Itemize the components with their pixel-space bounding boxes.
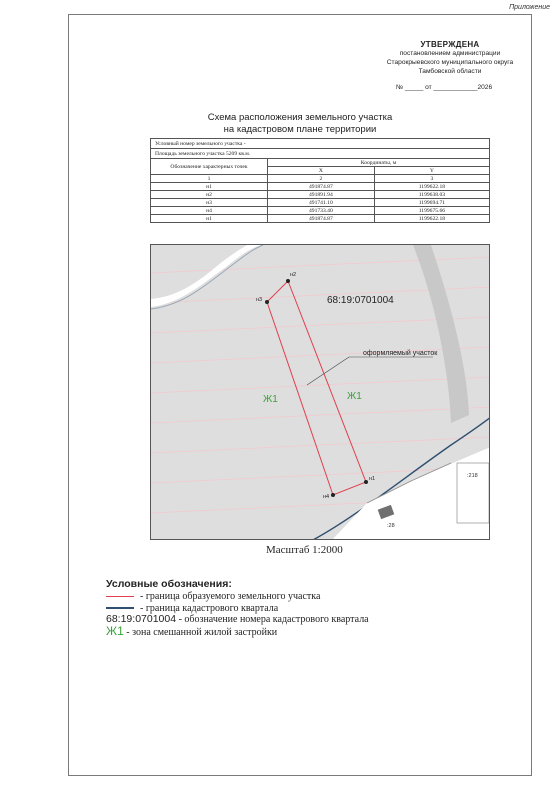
point-marker-n3 [265, 300, 269, 304]
point-cell: н1 [151, 215, 268, 223]
point-marker-n1 [364, 480, 368, 484]
point-marker-n2 [286, 279, 290, 283]
legend-number-text: - обозначение номера кадастрового квартала [176, 614, 369, 625]
point-label-n4: н4 [323, 494, 330, 500]
point-label-n3: н3 [256, 297, 263, 303]
point-cell: н1 [151, 183, 268, 191]
legend-quarter-code: 68:19:0701004 [106, 613, 177, 625]
col-number-1: 1 [151, 175, 268, 183]
title-line-2: на кадастровом плане территории [223, 124, 377, 135]
appendix-label: Приложение [509, 4, 550, 11]
legend [106, 578, 369, 638]
legend-zone-code: Ж1 [106, 623, 124, 638]
points-header: Обозначение характерных точек [151, 159, 268, 175]
x-cell: 491741.10 [268, 199, 375, 207]
y-header: Y [374, 167, 489, 175]
lot-number-28: :28 [387, 523, 395, 529]
point-marker-n4 [331, 493, 335, 497]
approval-block [380, 40, 520, 76]
table-row [151, 199, 490, 207]
legend-quarter-text: - граница кадастрового квартала [140, 602, 279, 614]
quarter-boundary-swatch [106, 607, 134, 609]
table-row [151, 191, 490, 199]
approval-line-3: Тамбовской области [418, 68, 482, 75]
approval-line-2: Старокрыевского муниципального округа [386, 59, 514, 66]
y-cell: 1199622.18 [374, 215, 489, 223]
quarter-number-label: 68:19:0701004 [327, 295, 394, 306]
table-row [151, 183, 490, 191]
map-scale: Масштаб 1:2000 [266, 544, 343, 556]
x-cell: 491733.40 [268, 207, 375, 215]
legend-plot-text: - граница образуемого земельного участка [140, 591, 321, 602]
legend-row-zone [106, 623, 369, 639]
legend-row-number [106, 614, 369, 626]
cadastral-map [150, 244, 490, 540]
zone-label-right: Ж1 [347, 391, 362, 402]
y-cell: 1199675.66 [374, 207, 489, 215]
x-cell: 491874.87 [268, 183, 375, 191]
legend-row-plot [106, 591, 369, 603]
x-header: X [268, 167, 375, 175]
x-cell: 491891.94 [268, 191, 375, 199]
title-line-1: Схема расположения земельного участка [207, 112, 393, 123]
table-row [151, 215, 490, 223]
neighbor-lot-218 [457, 463, 489, 523]
plot-boundary-swatch [106, 596, 134, 598]
coordinates-table [150, 138, 490, 223]
document-title [150, 112, 450, 136]
y-cell: 1199638.03 [374, 191, 489, 199]
point-cell: н4 [151, 207, 268, 215]
coords-header: Координаты, м [268, 159, 490, 167]
point-cell: н2 [151, 191, 268, 199]
y-cell: 1199694.71 [374, 199, 489, 207]
legend-title: Условные обозначения: [106, 578, 232, 590]
x-cell: 491874.87 [268, 215, 375, 223]
approval-heading: УТВЕРЖДЕНА [420, 40, 480, 49]
area-cell: Площадь земельного участка 5209 кв.м. [151, 149, 490, 159]
point-cell: н3 [151, 199, 268, 207]
col-number-3: 3 [374, 175, 489, 183]
legend-zone-text: - зона смешанной жилой застройки [123, 626, 278, 638]
zone-label-left: Ж1 [263, 394, 278, 405]
point-label-n2: н2 [290, 272, 297, 278]
point-label-n1: н1 [369, 476, 376, 482]
map-svg [151, 245, 490, 540]
y-cell: 1199622.18 [374, 183, 489, 191]
approval-line-1: постановлением администрации [399, 50, 501, 57]
approval-number-line: № _____ от ____________2026 [396, 84, 493, 91]
cadastral-number-cell: Условный номер земельного участка - [151, 139, 490, 149]
plot-callout-label: оформляемый участок [363, 350, 438, 357]
lot-number-218: :218 [467, 473, 478, 479]
table-row [151, 207, 490, 215]
col-number-2: 2 [268, 175, 375, 183]
